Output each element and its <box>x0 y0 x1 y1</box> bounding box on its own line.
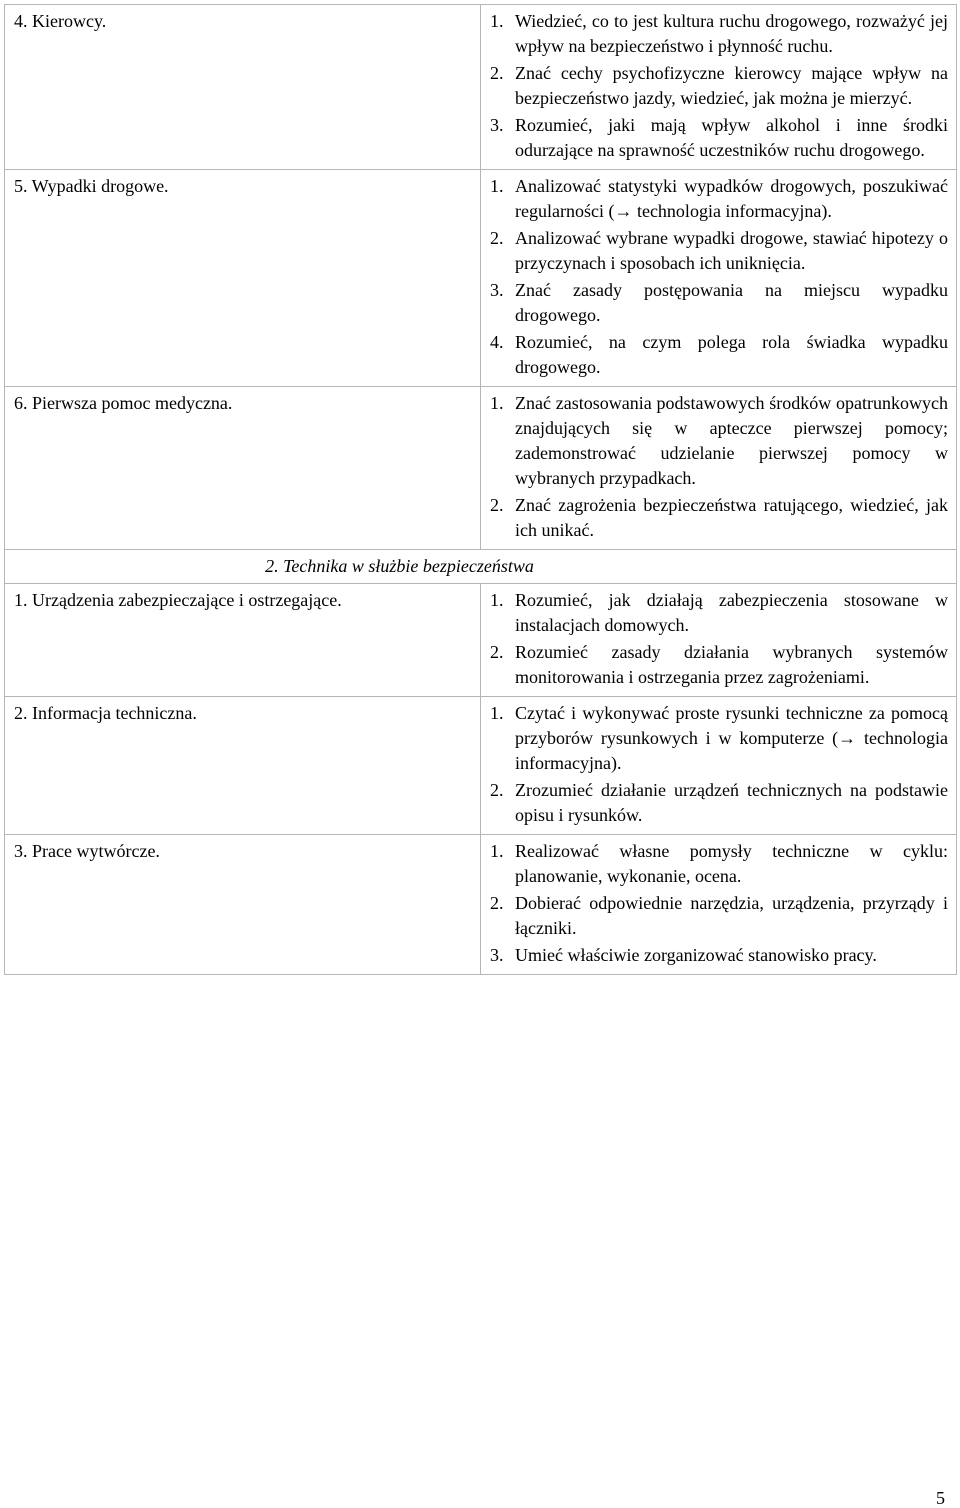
requirements-list <box>490 174 948 380</box>
list-item <box>490 113 948 163</box>
list-item <box>490 839 948 889</box>
item-text: Znać zastosowania podstawowych środków opatrunkowych znajdujących się w apteczce pierwszej pomocy; zademonstrować udzielanie pierwszej pomocy w wybranych przypadkach. <box>515 393 948 488</box>
topic-cell <box>5 387 481 550</box>
item-text: Znać zasady postępowania na miejscu wypadku drogowego. <box>515 280 948 325</box>
item-number: 2. <box>490 893 504 913</box>
topic-cell <box>5 584 481 697</box>
item-number: 2. <box>490 780 504 800</box>
item-text: Rozumieć, jak działają zabezpieczenia stosowane w instalacjach domowych. <box>515 590 948 635</box>
requirements-list <box>490 701 948 828</box>
curriculum-table <box>4 4 957 975</box>
table-row <box>5 387 957 550</box>
requirements-list <box>490 588 948 690</box>
item-text: Czytać i wykonywać proste rysunki techniczne za pomocą przyborów rysunkowych i w komputerze (→ technologia informacyjna). <box>515 703 948 773</box>
list-item <box>490 174 948 224</box>
requirements-list <box>490 839 948 968</box>
item-number: 1. <box>490 393 504 413</box>
list-item <box>490 278 948 328</box>
list-item <box>490 391 948 491</box>
topic-cell <box>5 835 481 975</box>
item-text: Znać zagrożenia bezpieczeństwa ratującego, wiedzieć, jak ich unikać. <box>515 495 948 540</box>
requirements-cell <box>481 170 957 387</box>
item-number: 4. <box>490 332 504 352</box>
item-number: 2. <box>490 642 504 662</box>
topic-label: 5. Wypadki drogowe. <box>14 176 169 196</box>
item-number: 3. <box>490 945 504 965</box>
topic-cell <box>5 170 481 387</box>
table-row <box>5 5 957 170</box>
curriculum-table-body <box>5 5 957 975</box>
requirements-cell <box>481 697 957 835</box>
topic-label: 1. Urządzenia zabezpieczające i ostrzegające. <box>14 590 342 610</box>
table-row <box>5 697 957 835</box>
requirements-cell <box>481 5 957 170</box>
list-item <box>490 891 948 941</box>
list-item <box>490 588 948 638</box>
item-number: 1. <box>490 841 504 861</box>
section-title: 2. Technika w służbie bezpieczeństwa <box>265 556 534 576</box>
item-text: Wiedzieć, co to jest kultura ruchu drogowego, rozważyć jej wpływ na bezpieczeństwo i płynność ruchu. <box>515 11 948 56</box>
topic-label: 4. Kierowcy. <box>14 11 107 31</box>
list-item <box>490 61 948 111</box>
item-number: 2. <box>490 495 504 515</box>
list-item <box>490 640 948 690</box>
list-item <box>490 701 948 776</box>
topic-label: 3. Prace wytwórcze. <box>14 841 160 861</box>
item-number: 1. <box>490 176 504 196</box>
table-row <box>5 170 957 387</box>
list-item <box>490 226 948 276</box>
topic-label: 6. Pierwsza pomoc medyczna. <box>14 393 233 413</box>
topic-label: 2. Informacja techniczna. <box>14 703 197 723</box>
item-text: Analizować statystyki wypadków drogowych, poszukiwać regularności (→ technologia informacyjna). <box>515 176 948 221</box>
list-item <box>490 493 948 543</box>
item-text: Zrozumieć działanie urządzeń technicznych na podstawie opisu i rysunków. <box>515 780 948 825</box>
item-text: Rozumieć zasady działania wybranych systemów monitorowania i ostrzegania przez zagrożeniami. <box>515 642 948 687</box>
section-title-row <box>5 550 957 584</box>
topic-cell <box>5 697 481 835</box>
item-text: Rozumieć, jaki mają wpływ alkohol i inne środki odurzające na sprawność uczestników ruchu drogowego. <box>515 115 948 160</box>
list-item <box>490 943 948 968</box>
item-number: 2. <box>490 228 504 248</box>
item-text: Realizować własne pomysły techniczne w cyklu: planowanie, wykonanie, ocena. <box>515 841 948 886</box>
page-number: 5 <box>936 1488 945 1508</box>
list-item <box>490 330 948 380</box>
topic-cell <box>5 5 481 170</box>
item-number: 3. <box>490 280 504 300</box>
section-title-cell <box>5 550 957 584</box>
item-text: Umieć właściwie zorganizować stanowisko pracy. <box>515 945 877 965</box>
requirements-cell <box>481 835 957 975</box>
item-text: Rozumieć, na czym polega rola świadka wypadku drogowego. <box>515 332 948 377</box>
item-number: 1. <box>490 11 504 31</box>
table-row <box>5 584 957 697</box>
item-number: 3. <box>490 115 504 135</box>
item-number: 1. <box>490 590 504 610</box>
table-row <box>5 835 957 975</box>
list-item <box>490 9 948 59</box>
list-item <box>490 778 948 828</box>
item-number: 1. <box>490 703 504 723</box>
item-text: Dobierać odpowiednie narzędzia, urządzenia, przyrządy i łączniki. <box>515 893 948 938</box>
requirements-cell <box>481 584 957 697</box>
item-text: Znać cechy psychofizyczne kierowcy mające wpływ na bezpieczeństwo jazdy, wiedzieć, jak można je mierzyć. <box>515 63 948 108</box>
requirements-cell <box>481 387 957 550</box>
requirements-list <box>490 391 948 543</box>
item-number: 2. <box>490 63 504 83</box>
item-text: Analizować wybrane wypadki drogowe, stawiać hipotezy o przyczynach i sposobach ich uniknięcia. <box>515 228 948 273</box>
requirements-list <box>490 9 948 163</box>
